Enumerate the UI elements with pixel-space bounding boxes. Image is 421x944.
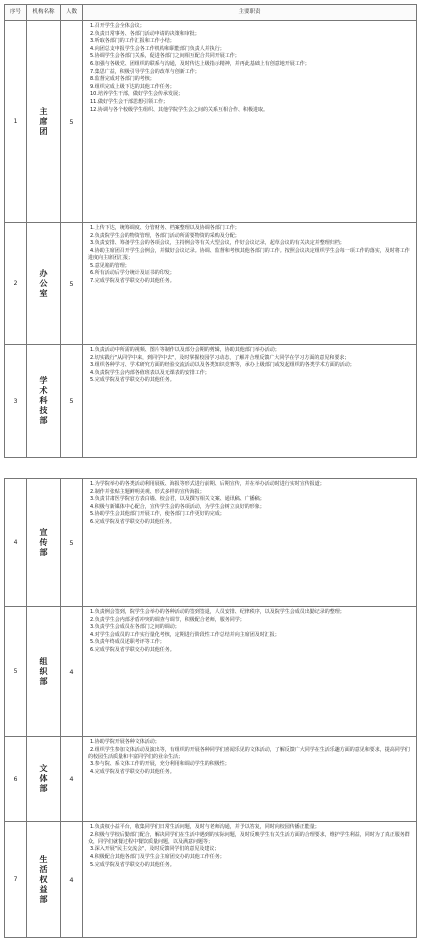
row-no: 6 [5, 737, 27, 822]
duty-item: 1.负责权小益平台，收集同学们日常生活问题，及时与老师沟通，并予以答复，同时向校园传播正能量； [90, 824, 320, 830]
member-count: 5 [61, 21, 83, 223]
table-row [5, 822, 417, 938]
duty-item: 1.协助学院开展各种文体活动； [90, 739, 160, 745]
duty-item: 2.切实践行"从同学中来，到同学中去"，及时掌握校园学习动态，了解并合理反馈广大同学在学习方面的意见和要求； [90, 354, 350, 361]
duty-item: 4.向团总支申报学生会各工作机构和职能部门负责人并执行； [90, 45, 225, 52]
duty-item: 11.做好学生会干部思想引领工作； [90, 98, 168, 105]
duty-item: 1.负责活动中所需的视频、图片等制作以及部分会期的剪辑，协助其他部门举办活动； [90, 347, 280, 353]
duties-cell [83, 822, 417, 938]
duties-cell [83, 479, 417, 607]
row-no: 3 [5, 345, 27, 458]
duty-item: 3.负责安排、筹备学生会的各项会议，主持例会等有关大型会议，作好会议记录，起草会议的有关决定并整理归档； [90, 240, 345, 247]
duty-item: 5.协助学生会其他部门开展工作，使各部门工作更好的完成； [90, 511, 225, 518]
duty-item: 6.完成学院及省学联交办的其他任务。 [90, 518, 175, 525]
duty-item: 4.对学生会成员的工作实行量化考核，定期进行阶段性工作总结并向主席团及时汇报； [90, 631, 280, 638]
duties-cell [83, 345, 417, 458]
duty-item: 2.积极与学校后勤部门配合，解决同学们在生活中遇到的实际问题，及时反映学生有关生活方面的合理要求，维护学生利益，同时为了真正服务群众，同学们就餐过程中餐饮质量问题，以及满意问题等； [88, 831, 410, 845]
duty-item: 1.上传下达，统筹调度、分管财务、档案整理以及协调各部门工作； [90, 225, 240, 231]
table-row [5, 21, 417, 223]
duty-item: 3.参与院、系文体工作的开展，充分利用和调动学生的积极性； [90, 761, 230, 768]
duty-item: 12.协调与各个校级学生组织、其他学院学生会之间的关系互相合作、积极进取。 [90, 106, 268, 113]
duty-item: 3.深入开展"民主交流会"，及时反馈同学们的意见及建议； [90, 846, 220, 853]
member-count: 4 [61, 607, 83, 737]
duty-item: 7.集思广益，积极引导学生会的改革与创新工作； [90, 68, 200, 75]
header-no: 序号 [5, 5, 27, 21]
duty-item: 5.完成学院及省学联交办的其他任务。 [90, 861, 175, 868]
org-name: 主席团 [39, 106, 48, 136]
org-name: 文体部 [39, 764, 48, 793]
header-name: 机构名称 [27, 5, 61, 21]
org-name: 生活权益部 [39, 854, 48, 904]
org-name: 学术科技部 [39, 376, 48, 425]
table-row [5, 345, 417, 458]
duties-cell [83, 21, 417, 223]
header-duties: 主要职责 [83, 5, 417, 21]
table-row [5, 607, 417, 737]
duty-item: 2.组织学生参加文体活动及演出等，有组织的开展各种同学们喜闻乐见的文体活动，了解反馈广大同学在生活乐趣方面的意见和要求，提高同学们的校园生活质量和丰富同学们的业余生活； [88, 746, 410, 760]
duty-table-part-2 [4, 478, 417, 938]
org-name: 组织部 [39, 656, 48, 686]
header-count: 人数 [61, 5, 83, 21]
duty-item: 4.完成学院及省学联交办的其他任务。 [90, 768, 175, 775]
table-row [5, 223, 417, 345]
duty-item: 10.培养学生干部，做好学生会传承发展； [90, 91, 183, 98]
member-count: 5 [61, 223, 83, 345]
duty-item: 3.听取各部门的工作汇报和工作小结； [90, 38, 175, 45]
member-count: 4 [61, 737, 83, 822]
duty-item: 5.负责年终成员述职考评等工作； [90, 639, 165, 646]
duty-item: 2.负责学生会内部矛盾冲突的调查与调节，积极配合老师，服务同学； [90, 616, 245, 623]
duty-item: 2.负责日常事务、各部门活动申请的决策和审批； [90, 30, 200, 37]
table-row [5, 479, 417, 607]
duty-item: 6.所有活动后学分统计及证书的印发； [90, 270, 175, 277]
duty-item: 6.加强与各级党、团组织的联系与沟通，及时传达上级指示精神，并再此基础上有创意地开展工作； [90, 60, 310, 67]
duty-item: 6.完成学院及省学联交办的其他任务。 [90, 646, 175, 653]
duty-item: 3.组织各种学习、学术研究方面的经验交流活动以及各类知识竞赛等，承办上级部门或发起组织的各类学术方面的活动； [90, 362, 355, 369]
duty-item: 2.制作并张贴主题鲜明美观、形式多样的宣传海报； [90, 488, 205, 495]
duty-item: 3.负责甘肃医学院官方表白墙、校会君，以及撰写相关文案、通讯稿、广播稿； [90, 496, 265, 503]
row-no: 4 [5, 479, 27, 607]
duty-item: 1.召开学生会全体会议； [90, 23, 145, 29]
duties-cell [83, 223, 417, 345]
duties-cell [83, 737, 417, 822]
duty-item: 5.完成学院及省学联交办的其他任务。 [90, 377, 175, 384]
duty-item: 4.积极与新媒体中心配合，宣传学生会的各项活动，为学生会树立良好的形象； [90, 503, 265, 510]
duty-item: 7.完成学院及省学联交办的其他任务。 [90, 277, 175, 284]
duty-item: 8.监督完成对各部门的考核； [90, 76, 155, 83]
duty-item: 5.协调学生会各部门关系，促进各部门之间相互配合共同开展工作； [90, 53, 240, 60]
duty-item: 1.为学院举办的各类活动利用展板、海报等形式进行前期、后期宣传，并在举办活动时进行实时宣传报道； [90, 481, 325, 487]
duty-item: 9.组织完成上级下达的其他工作任务； [90, 83, 175, 90]
org-name: 办公室 [39, 268, 48, 298]
row-no: 1 [5, 21, 27, 223]
duty-table-part-1 [4, 4, 417, 458]
duty-item: 1.负责例会签到，院学生会举办的各种活动的签到签退，人员安排、纪律秩序，以及院学生会成员出勤记录的整理； [90, 609, 345, 615]
member-count: 5 [61, 479, 83, 607]
table-row [5, 737, 417, 822]
row-no: 7 [5, 822, 27, 938]
duty-item: 4.积极配合其他各部门及学生会主席团交办的其他工作任务； [90, 853, 225, 860]
duty-item: 2.负责院学生会的物资管理，各部门活动所需要物资的采购及分配； [90, 232, 240, 239]
org-name: 宣传部 [39, 527, 48, 557]
duty-item: 4.协助主席团召开学生会例会，并做好会议记录。协调、监督和考核其他各部门的工作。按照会议决定组织学生会每一项工作的落实，及时将工作进度向主席团汇报； [88, 247, 410, 261]
row-no: 5 [5, 607, 27, 737]
duties-cell [83, 607, 417, 737]
member-count: 5 [61, 345, 83, 458]
row-no: 2 [5, 223, 27, 345]
table-header-row [5, 5, 417, 21]
duty-item: 3.负责学生会成员在各部门之间的调动； [90, 624, 180, 631]
duty-item: 5.意见箱的管理； [90, 262, 130, 269]
member-count: 4 [61, 822, 83, 938]
duty-item: 4.负责院学生会内部各值班表以及无课表的安排工作； [90, 369, 210, 376]
